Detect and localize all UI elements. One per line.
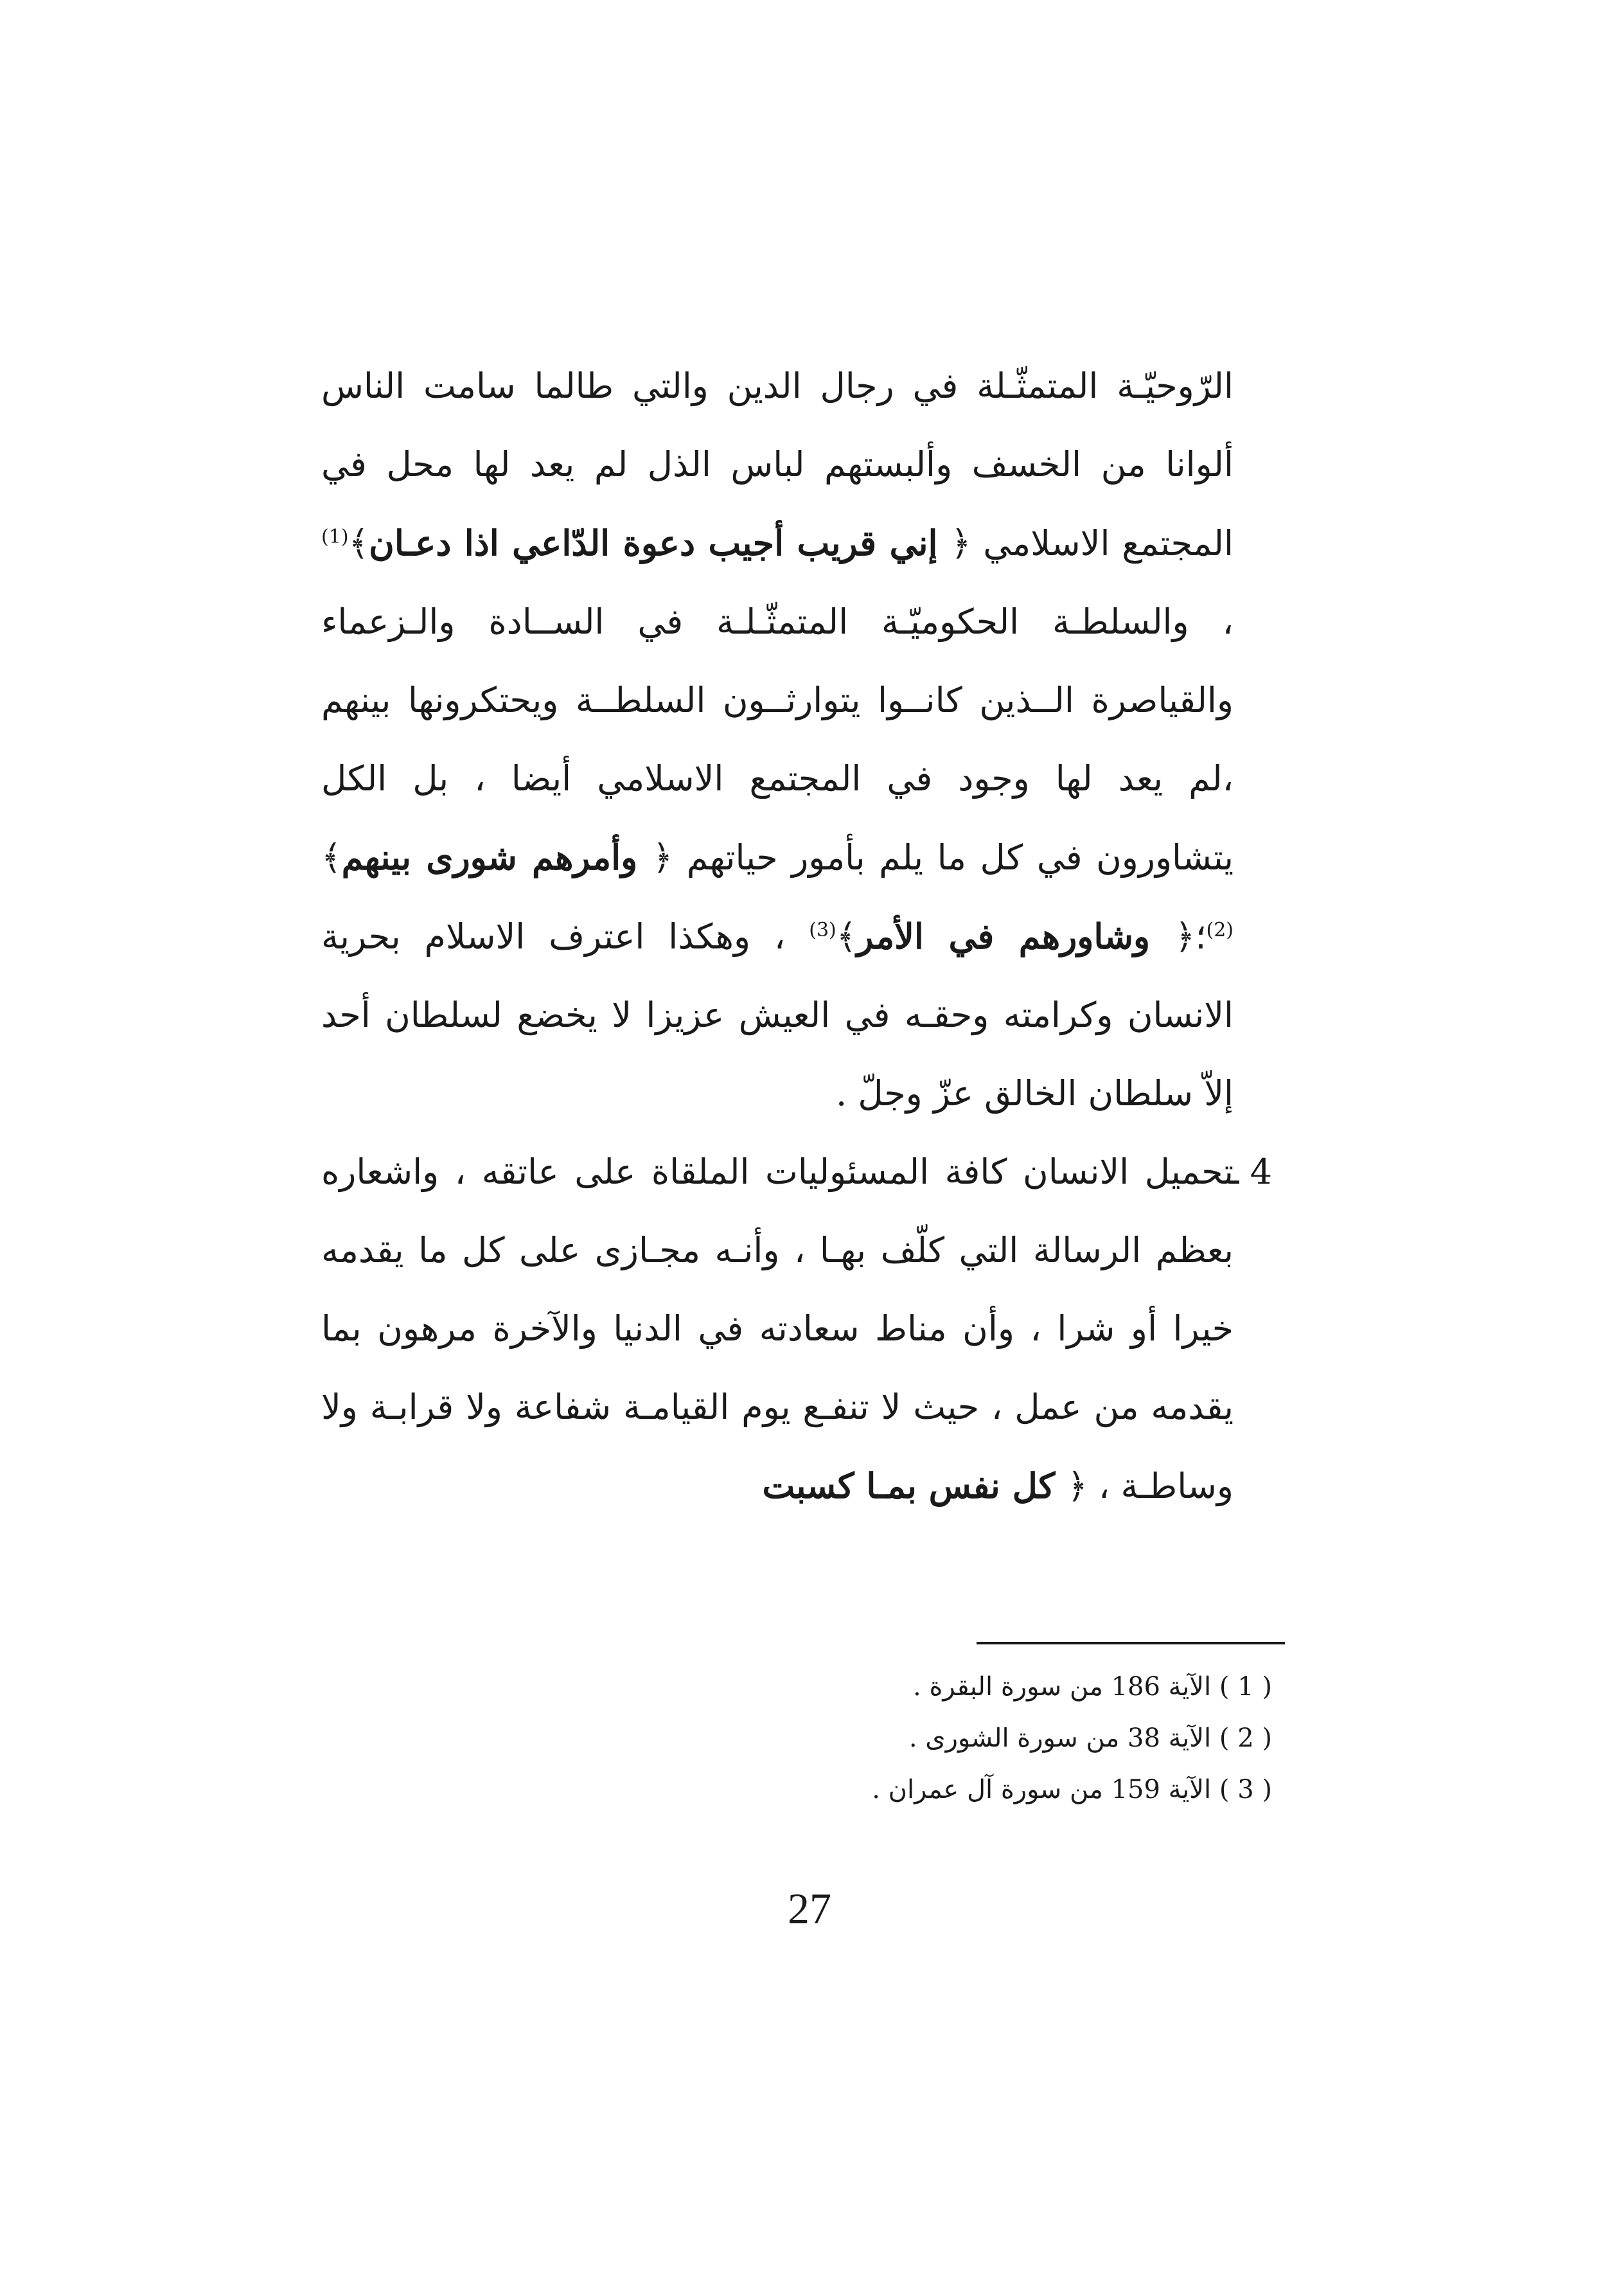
quote-bracket-open: ﴿ [1067,1466,1088,1506]
quote-bracket-open: ﴿ [950,523,971,564]
quran-quote [349,522,971,564]
quote-text: وأمرهم شورى بينهم [341,837,638,878]
footnote-ref: (3) [809,919,836,941]
text-segment: ، وهكذا اعترف الاسلام بحرية الانسان وكرامته وحقـه في العيش عزيزا لا يخضع لسلطان أحد إلاّ سلطان الخالق عزّ وجلّ . [321,916,1234,1114]
footnote: ( 1 ) الآية 186 من سورة البقرة . [913,1672,1272,1702]
quote-text: كل نفس بمـا كسبت [762,1465,1056,1506]
list-item [321,1133,1272,1526]
body-text [321,347,1272,1526]
quote-text: وشاورهم في الأمر [856,916,1151,957]
list-number: 4 ـ [1228,1152,1272,1192]
quran-quote [836,916,1196,957]
quote-bracket-close: ﴾ [836,916,857,957]
quote-bracket-open: ﴿ [652,837,673,878]
footnote-divider [977,1642,1285,1644]
footnote: ( 3 ) الآية 159 من سورة آل عمران . [872,1775,1272,1804]
quote-bracket-close: ﴾ [348,523,369,564]
text-segment: تحميل الانسان كافة المسئوليات الملقاة على عاتقه ، واشعاره بعظم الرسالة التي كلّف بهـا ، وأنـه مجـازى على كل ما يقدمه خيرا أو شرا ، وأن مناط سعادته في الدنيا والآخرة مرهون بما يقدمه من عمل ، حيث لا تنفـع يوم القيامـة شفاعة ولا قرابـة ولا وساطـة ، [321,1152,1234,1506]
footnote-ref: (2) [1206,919,1234,941]
quote-bracket-open: ﴿ [1174,916,1196,957]
footnote: ( 2 ) الآية 38 من سورة الشورى . [908,1723,1272,1753]
footnote-ref: (1) [321,526,349,548]
quran-quote [762,1465,1087,1506]
separator: ؛ [1195,916,1207,957]
quote-text: إني قريب أجيب دعوة الدّاعي اذا دعـان [369,522,938,564]
quote-bracket-close: ﴾ [321,837,342,878]
footnotes [373,1661,1272,1815]
page-number: 27 [788,1884,831,1933]
text-segment: الرّوحيّـة المتمثّـلة في رجال الدين والتي طالما سامت الناس ألوانا من الخسف وألبستهم لباس الذل لم يعد لها محل في المجتمع الاسلامي [321,366,1234,564]
text-segment: ، والسلطـة الحكوميّـة المتمثّـلـة في الســادة والـزعماء والقياصرة الــذين كانــوا يتوارثــون السلطــة ويحتكرونها بينهم ،لم يعد لها وجود في المجتمع الاسلامي أيضا ، بل الكل يتشاورون في كل ما يلم بأمور حياتهم [321,601,1234,878]
paragraph [321,347,1234,1133]
quran-quote [321,837,673,878]
